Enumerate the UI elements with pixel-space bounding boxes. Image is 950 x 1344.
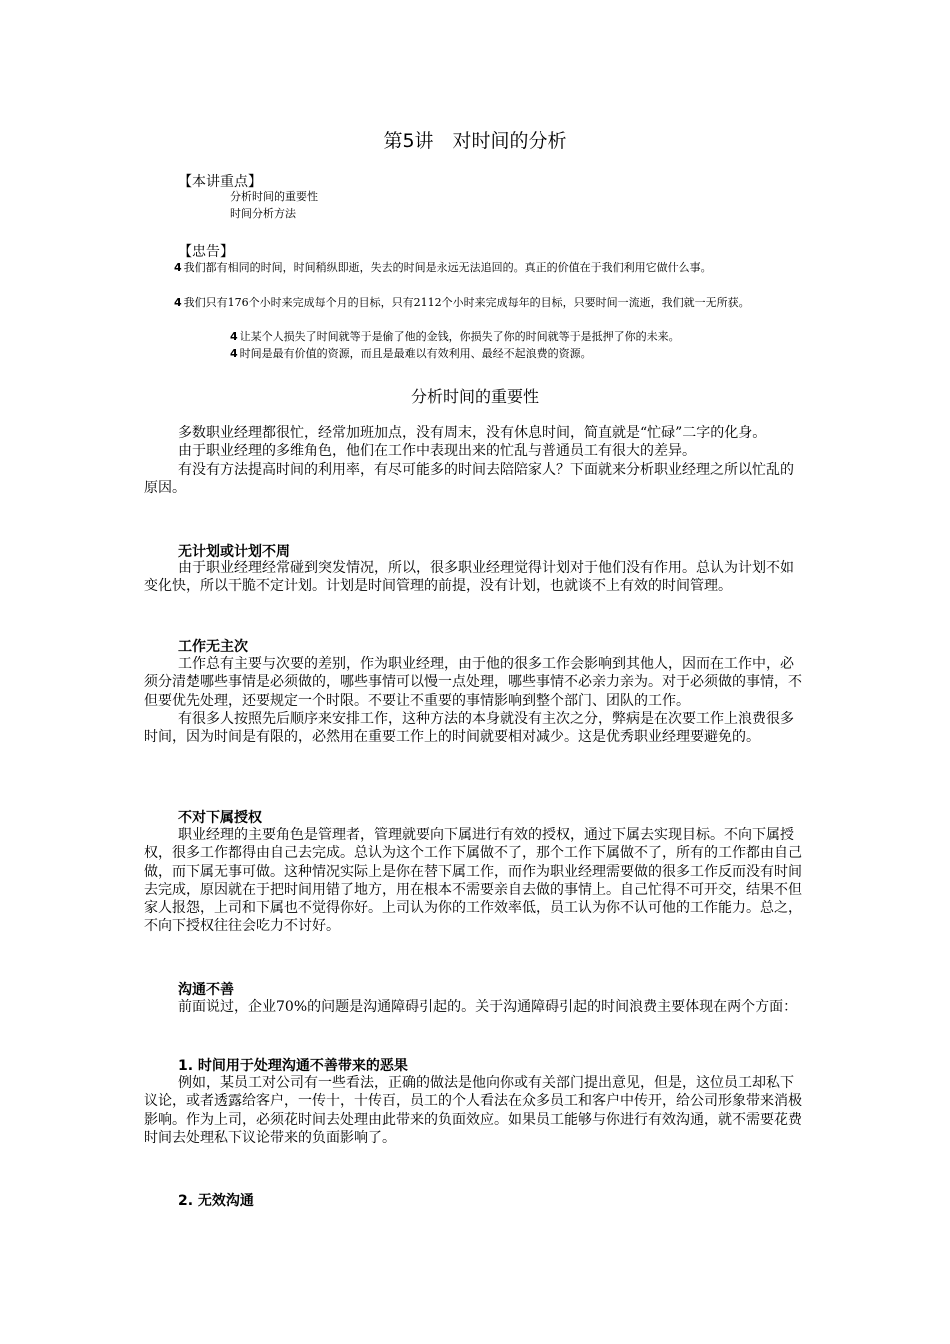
advice-item: 4 时间是最有价值的资源，而且是最难以有效利用、最经不起浪费的资源。: [230, 347, 592, 360]
paragraph: 前面说过，企业70%的问题是沟通障碍引起的。关于沟通障碍引起的时间浪费主要体现在两个方面：: [178, 999, 798, 1015]
bullet-mark: 4: [174, 296, 182, 309]
paragraph: 工作总有主要与次要的差别，作为职业经理，由于他的很多工作会影响到其他人，因而在工作中，必须分清楚哪些事情是必须做的，哪些事情可以慢一点处理，哪些事情不必亲力亲为。对于必须做的事情，不但要优先处理，还要规定一个时限。不要让不重要的事情影响到整个部门、团队的工作。: [144, 656, 802, 709]
paragraph: 有没有方法提高时间的利用率，有尽可能多的时间去陪陪家人？下面就来分析职业经理之所以忙乱的原因。: [144, 461, 794, 496]
paragraph: 由于职业经理经常碰到突发情况，所以，很多职业经理觉得计划对于他们没有作用。总认为计划不如变化快，所以干脆不定计划。计划是时间管理的前提，没有计划，也就谈不上有效的时间管理。: [144, 560, 794, 595]
subheading: 沟通不善: [178, 982, 234, 998]
section-body: [144, 826, 806, 936]
focus-item: 分析时间的重要性: [230, 190, 318, 203]
focus-label: 【本讲重点】: [178, 174, 262, 190]
bullet-mark: 4: [230, 347, 238, 360]
section-body: [144, 998, 806, 1016]
focus-item: 时间分析方法: [230, 207, 296, 220]
subheading: 无计划或计划不周: [178, 544, 290, 560]
paragraph: 职业经理的主要角色是管理者，管理就要向下属进行有效的授权，通过下属去实现目标。不向下属授权，很多工作都得由自己去完成。总认为这个工作下属做不了，那个工作下属做不了，所有的工作都由自己做，而下属无事可做。这种情况实际上是你在替下属工作，而作为职业经理需要做的很多工作反而没有时间去完成，原因就在于把时间用错了地方，用在根本不需要亲自去做的事情上。自己忙得不可开交，结果不但家人报怨，上司和下属也不觉得你好。上司认为你的工作效率低，员工认为你不认可他的工作能力。总之，不向下授权往往会吃力不讨好。: [144, 827, 802, 935]
subheading: 不对下属授权: [178, 810, 262, 826]
bullet-mark: 4: [230, 330, 238, 343]
lecture-title: 第5讲 对时间的分析: [383, 130, 567, 152]
advice-item: 4 我们都有相同的时间，时间稍纵即逝，失去的时间是永远无法追回的。真正的价值在于我们利用它做什么事。: [174, 261, 712, 274]
section-body: [144, 655, 806, 746]
paragraph: 例如，某员工对公司有一些看法，正确的做法是他向你或有关部门提出意见，但是，这位员工却私下议论，或者透露给客户，一传十，十传百，员工的个人看法在众多员工和客户中传开，给公司形象带来消极影响。作为上司，必须花时间去处理由此带来的负面效应。如果员工能够与你进行有效沟通，就不需要花费时间去处理私下议论带来的负面影响了。: [144, 1075, 802, 1146]
intro-block: [144, 424, 806, 497]
section-body: [144, 1074, 806, 1147]
subheading: 2. 无效沟通: [178, 1193, 254, 1209]
subheading: 工作无主次: [178, 639, 248, 655]
section-body: [144, 559, 806, 596]
advice-item: 4 我们只有176个小时来完成每个月的目标，只有2112个小时来完成每年的目标，只要时间一流逝，我们就一无所获。: [174, 296, 750, 309]
paragraph: 多数职业经理都很忙，经常加班加点，没有周末，没有休息时间，简直就是“忙碌”二字的化身。: [178, 425, 767, 441]
advice-label: 【忠告】: [178, 244, 234, 260]
paragraph: 由于职业经理的多维角色，他们在工作中表现出来的忙乱与普通员工有很大的差异。: [178, 443, 696, 460]
subheading: 1. 时间用于处理沟通不善带来的恶果: [178, 1058, 408, 1074]
advice-item: 4 让某个人损失了时间就等于是偷了他的金钱，你损失了你的时间就等于是抵押了你的未来。: [230, 330, 680, 343]
bullet-mark: 4: [174, 261, 182, 274]
paragraph: 有很多人按照先后顺序来安排工作，这种方法的本身就没有主次之分，弊病是在次要工作上浪费很多时间，因为时间是有限的，必然用在重要工作上的时间就要相对减少。这是优秀职业经理要避免的。: [144, 710, 794, 746]
section-title: 分析时间的重要性: [410, 387, 539, 406]
